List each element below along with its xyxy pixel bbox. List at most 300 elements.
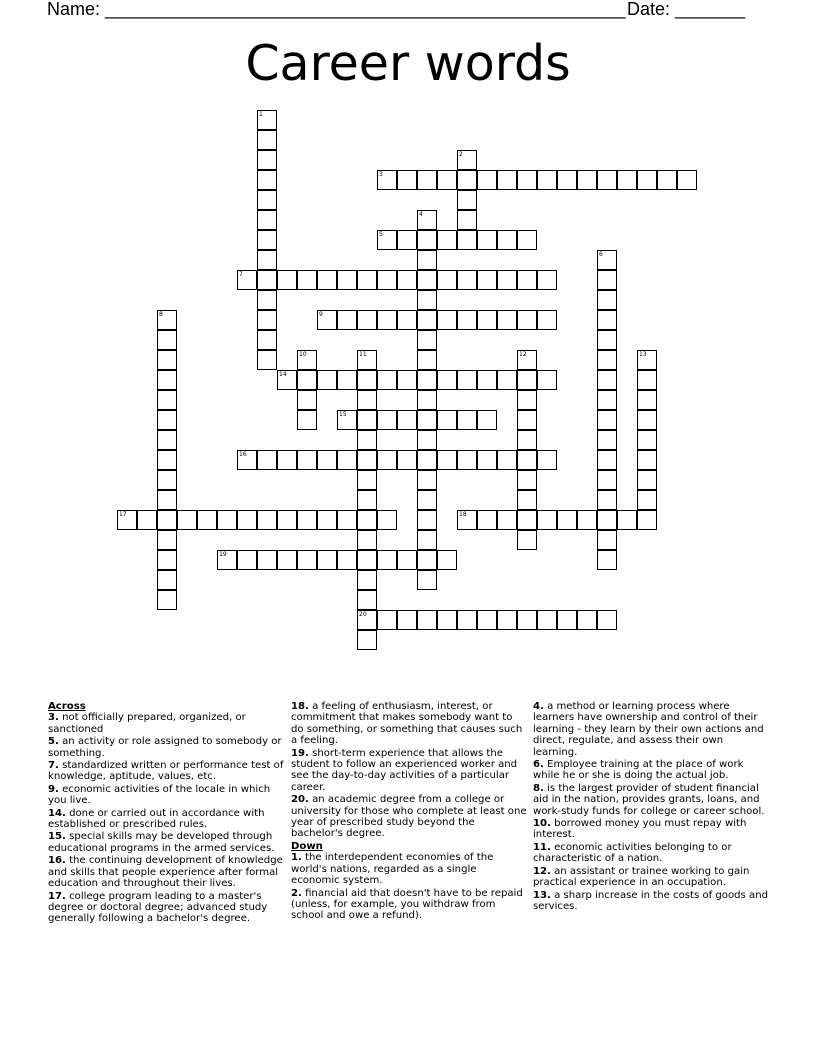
crossword-cell[interactable] xyxy=(477,310,497,330)
clue-text: a feeling of enthusiasm, interest, or commitment that makes somebody want to do something, or something that causes such a feeling. xyxy=(291,701,523,747)
crossword-cell[interactable] xyxy=(637,350,657,370)
crossword-cell[interactable] xyxy=(637,370,657,390)
crossword-cell[interactable] xyxy=(677,170,697,190)
crossword-cell[interactable] xyxy=(377,510,397,530)
clue-text: is the largest provider of student financial aid in the nation, provides grants, loans, and work-study funds for college or career school. xyxy=(533,782,765,817)
crossword-cell[interactable] xyxy=(337,550,357,570)
crossword-cell[interactable] xyxy=(417,310,437,330)
across-clue-7 xyxy=(48,760,284,783)
crossword-cell[interactable] xyxy=(457,310,477,330)
crossword-cell[interactable] xyxy=(597,490,617,510)
crossword-cell[interactable] xyxy=(437,450,457,470)
crossword-cell[interactable] xyxy=(377,550,397,570)
clue-number: 12. xyxy=(533,865,551,877)
crossword-cell[interactable] xyxy=(317,370,337,390)
down-clue-11 xyxy=(533,842,769,865)
crossword-cell[interactable] xyxy=(397,270,417,290)
crossword-cell[interactable] xyxy=(517,430,537,450)
crossword-cell[interactable] xyxy=(257,270,277,290)
crossword-cell[interactable] xyxy=(357,610,377,630)
crossword-cell[interactable] xyxy=(417,230,437,250)
crossword-cell[interactable] xyxy=(637,450,657,470)
crossword-cell[interactable] xyxy=(157,450,177,470)
crossword-cell[interactable] xyxy=(517,170,537,190)
crossword-cell[interactable] xyxy=(457,210,477,230)
clue-number-label: 18 xyxy=(459,511,467,518)
crossword-cell[interactable] xyxy=(457,450,477,470)
crossword-cell[interactable] xyxy=(357,550,377,570)
clue-number-label: 1 xyxy=(259,111,263,118)
crossword-cell[interactable] xyxy=(457,510,477,530)
crossword-cell[interactable] xyxy=(397,370,417,390)
clue-number-label: 13 xyxy=(639,351,647,358)
crossword-cell[interactable] xyxy=(257,150,277,170)
crossword-cell[interactable] xyxy=(457,370,477,390)
down-clue-10 xyxy=(533,818,769,841)
crossword-cell[interactable] xyxy=(597,550,617,570)
crossword-cell[interactable] xyxy=(417,530,437,550)
crossword-cell[interactable] xyxy=(397,230,417,250)
across-clue-19 xyxy=(291,748,527,794)
down-clue-4 xyxy=(533,701,769,758)
crossword-cell[interactable] xyxy=(457,230,477,250)
crossword-cell[interactable] xyxy=(257,310,277,330)
down-clue-2 xyxy=(291,888,527,922)
crossword-cell[interactable] xyxy=(257,250,277,270)
crossword-cell[interactable] xyxy=(157,390,177,410)
page-title: Career words xyxy=(245,35,571,92)
crossword-cell[interactable] xyxy=(297,410,317,430)
crossword-cell[interactable] xyxy=(217,510,237,530)
crossword-cell[interactable] xyxy=(637,490,657,510)
across-clue-9 xyxy=(48,784,284,807)
crossword-cell[interactable] xyxy=(257,110,277,130)
crossword-cell[interactable] xyxy=(317,550,337,570)
crossword-cell[interactable] xyxy=(417,330,437,350)
clue-text: the continuing development of knowledge and skills that people experience after formal education and throughout their lives. xyxy=(48,855,283,890)
crossword-cell[interactable] xyxy=(297,370,317,390)
crossword-cell[interactable] xyxy=(577,610,597,630)
clue-number-label: 10 xyxy=(299,351,307,358)
crossword-cell[interactable] xyxy=(317,270,337,290)
crossword-cell[interactable] xyxy=(297,350,317,370)
crossword-cell[interactable] xyxy=(297,390,317,410)
crossword-cell[interactable] xyxy=(317,310,337,330)
crossword-cell[interactable] xyxy=(517,610,537,630)
crossword-cell[interactable] xyxy=(457,150,477,170)
crossword-cell[interactable] xyxy=(357,530,377,550)
crossword-cell[interactable] xyxy=(357,270,377,290)
crossword-cell[interactable] xyxy=(597,310,617,330)
date-field-label: Date: _______ xyxy=(627,0,746,19)
crossword-cell[interactable] xyxy=(517,270,537,290)
across-clue-3 xyxy=(48,712,284,735)
crossword-cell[interactable] xyxy=(157,470,177,490)
crossword-cell[interactable] xyxy=(497,610,517,630)
crossword-cell[interactable] xyxy=(437,230,457,250)
crossword-cell[interactable] xyxy=(537,170,557,190)
clue-number: 4. xyxy=(533,701,544,712)
crossword-cell[interactable] xyxy=(597,290,617,310)
crossword-cell[interactable] xyxy=(157,370,177,390)
crossword-cell[interactable] xyxy=(237,450,257,470)
crossword-cell[interactable] xyxy=(357,350,377,370)
crossword-cell[interactable] xyxy=(457,610,477,630)
crossword-cell[interactable] xyxy=(597,430,617,450)
clue-text: a method or learning process where learners have ownership and control of their learning - they learn by their own actions and direct, regulate, and assess their own learning. xyxy=(533,701,764,758)
crossword-cell[interactable] xyxy=(597,390,617,410)
across-clue-15 xyxy=(48,831,284,854)
crossword-cell[interactable] xyxy=(537,610,557,630)
crossword-cell[interactable] xyxy=(197,510,217,530)
crossword-cell[interactable] xyxy=(517,490,537,510)
crossword-cell[interactable] xyxy=(657,170,677,190)
crossword-cell[interactable] xyxy=(157,590,177,610)
crossword-cell[interactable] xyxy=(397,310,417,330)
crossword-cell[interactable] xyxy=(357,410,377,430)
crossword-cell[interactable] xyxy=(417,250,437,270)
crossword-cell[interactable] xyxy=(417,430,437,450)
crossword-cell[interactable] xyxy=(397,550,417,570)
clue-number: 19. xyxy=(291,747,309,759)
clue-number-label: 6 xyxy=(599,251,603,258)
crossword-cell[interactable] xyxy=(357,490,377,510)
crossword-cell[interactable] xyxy=(377,370,397,390)
crossword-cell[interactable] xyxy=(317,510,337,530)
crossword-cell[interactable] xyxy=(337,410,357,430)
crossword-cell[interactable] xyxy=(157,410,177,430)
crossword-cell[interactable] xyxy=(417,550,437,570)
crossword-cell[interactable] xyxy=(437,550,457,570)
crossword-cell[interactable] xyxy=(277,370,297,390)
clue-text: Employee training at the place of work while he or she is doing the actual job. xyxy=(533,759,744,782)
crossword-cell[interactable] xyxy=(517,470,537,490)
crossword-cell[interactable] xyxy=(337,510,357,530)
crossword-cell[interactable] xyxy=(157,350,177,370)
crossword-cell[interactable] xyxy=(597,170,617,190)
crossword-cell[interactable] xyxy=(357,470,377,490)
crossword-cell[interactable] xyxy=(377,410,397,430)
crossword-cell[interactable] xyxy=(357,430,377,450)
crossword-cell[interactable] xyxy=(357,590,377,610)
crossword-cell[interactable] xyxy=(477,610,497,630)
crossword-cell[interactable] xyxy=(477,510,497,530)
crossword-cell[interactable] xyxy=(497,310,517,330)
clue-text: an academic degree from a college or university for those who complete at least one year of prescribed study beyond the bachelor's degree. xyxy=(291,794,527,840)
crossword-cell[interactable] xyxy=(417,450,437,470)
crossword-cell[interactable] xyxy=(357,510,377,530)
clue-number-label: 17 xyxy=(119,511,127,518)
crossword-cell[interactable] xyxy=(617,170,637,190)
crossword-cell[interactable] xyxy=(597,530,617,550)
crossword-cell[interactable] xyxy=(457,170,477,190)
crossword-cell[interactable] xyxy=(497,510,517,530)
crossword-cell[interactable] xyxy=(417,410,437,430)
crossword-cell[interactable] xyxy=(257,550,277,570)
crossword-cell[interactable] xyxy=(597,470,617,490)
crossword-cell[interactable] xyxy=(157,430,177,450)
crossword-cell[interactable] xyxy=(577,510,597,530)
clue-number-label: 3 xyxy=(379,171,383,178)
crossword-cell[interactable] xyxy=(637,430,657,450)
crossword-cell[interactable] xyxy=(477,230,497,250)
crossword-cell[interactable] xyxy=(277,510,297,530)
crossword-cell[interactable] xyxy=(497,230,517,250)
crossword-cell[interactable] xyxy=(537,270,557,290)
crossword-cell[interactable] xyxy=(297,510,317,530)
crossword-cell[interactable] xyxy=(477,450,497,470)
crossword-cell[interactable] xyxy=(377,270,397,290)
crossword-cell[interactable] xyxy=(237,270,257,290)
crossword-cell[interactable] xyxy=(337,370,357,390)
crossword-cell[interactable] xyxy=(357,390,377,410)
clue-number: 13. xyxy=(533,889,551,901)
crossword-cell[interactable] xyxy=(417,470,437,490)
crossword-cell[interactable] xyxy=(497,450,517,470)
crossword-cell[interactable] xyxy=(577,170,597,190)
crossword-cell[interactable] xyxy=(557,170,577,190)
crossword-cell[interactable] xyxy=(417,210,437,230)
crossword-cell[interactable] xyxy=(257,330,277,350)
clue-text: an assistant or trainee working to gain practical experience in an occupation. xyxy=(533,865,750,889)
crossword-cell[interactable] xyxy=(457,190,477,210)
crossword-cell[interactable] xyxy=(597,270,617,290)
crossword-cell[interactable] xyxy=(617,510,637,530)
clue-number: 7. xyxy=(48,760,59,772)
crossword-cell[interactable] xyxy=(637,390,657,410)
crossword-cell[interactable] xyxy=(157,530,177,550)
clue-number-label: 2 xyxy=(459,151,463,158)
crossword-cell[interactable] xyxy=(517,450,537,470)
crossword-cell[interactable] xyxy=(637,410,657,430)
crossword-cell[interactable] xyxy=(597,350,617,370)
crossword-cell[interactable] xyxy=(297,550,317,570)
clue-number: 3. xyxy=(48,712,59,724)
crossword-cell[interactable] xyxy=(377,230,397,250)
crossword-cell[interactable] xyxy=(597,510,617,530)
crossword-cell[interactable] xyxy=(517,310,537,330)
crossword-cell[interactable] xyxy=(477,170,497,190)
crossword-cell[interactable] xyxy=(537,310,557,330)
crossword-cell[interactable] xyxy=(377,450,397,470)
crossword-cell[interactable] xyxy=(417,570,437,590)
crossword-cell[interactable] xyxy=(437,310,457,330)
crossword-cell[interactable] xyxy=(157,570,177,590)
crossword-cell[interactable] xyxy=(217,550,237,570)
crossword-cell[interactable] xyxy=(177,510,197,530)
crossword-cell[interactable] xyxy=(357,450,377,470)
crossword-cell[interactable] xyxy=(537,450,557,470)
across-clue-17 xyxy=(48,891,284,925)
crossword-cell[interactable] xyxy=(277,270,297,290)
crossword-cell[interactable] xyxy=(517,370,537,390)
crossword-cell[interactable] xyxy=(257,210,277,230)
crossword-cell[interactable] xyxy=(417,350,437,370)
crossword-cell[interactable] xyxy=(557,510,577,530)
across-clue-20 xyxy=(291,794,527,840)
clue-column-1 xyxy=(48,701,284,926)
clue-number-label: 14 xyxy=(279,371,287,378)
crossword-cell[interactable] xyxy=(117,510,137,530)
clue-number-label: 8 xyxy=(159,311,163,318)
crossword-cell[interactable] xyxy=(257,130,277,150)
crossword-cell[interactable] xyxy=(357,310,377,330)
crossword-grid xyxy=(117,110,699,652)
crossword-cell[interactable] xyxy=(597,370,617,390)
name-field-label: Name: ____________________________________________________ xyxy=(47,0,626,19)
crossword-cell[interactable] xyxy=(417,170,437,190)
crossword-cell[interactable] xyxy=(157,330,177,350)
crossword-cell[interactable] xyxy=(377,610,397,630)
crossword-cell[interactable] xyxy=(357,570,377,590)
crossword-cell[interactable] xyxy=(497,170,517,190)
clue-number: 2. xyxy=(291,887,302,899)
clue-number: 15. xyxy=(48,831,66,843)
crossword-cell[interactable] xyxy=(517,350,537,370)
crossword-cell[interactable] xyxy=(517,410,537,430)
crossword-cell[interactable] xyxy=(397,410,417,430)
clue-number-label: 12 xyxy=(519,351,527,358)
crossword-cell[interactable] xyxy=(537,370,557,390)
across-clue-5 xyxy=(48,736,284,759)
clue-number-label: 16 xyxy=(239,451,247,458)
crossword-cell[interactable] xyxy=(297,270,317,290)
clue-number: 6. xyxy=(533,759,544,771)
crossword-cell[interactable] xyxy=(237,510,257,530)
down-clue-12 xyxy=(533,866,769,889)
clue-text: standardized written or performance test of knowledge, aptitude, values, etc. xyxy=(48,760,284,783)
crossword-cell[interactable] xyxy=(357,630,377,650)
clue-text: an activity or role assigned to somebody or something. xyxy=(48,736,282,759)
crossword-cell[interactable] xyxy=(437,370,457,390)
crossword-cell[interactable] xyxy=(417,610,437,630)
crossword-cell[interactable] xyxy=(357,370,377,390)
clue-column-2 xyxy=(291,701,527,923)
crossword-cell[interactable] xyxy=(517,230,537,250)
crossword-cell[interactable] xyxy=(237,550,257,570)
crossword-cell[interactable] xyxy=(597,450,617,470)
crossword-cell[interactable] xyxy=(557,610,577,630)
crossword-cell[interactable] xyxy=(637,510,657,530)
crossword-cell[interactable] xyxy=(417,270,437,290)
clue-number-label: 19 xyxy=(219,551,227,558)
crossword-cell[interactable] xyxy=(417,510,437,530)
clue-text: financial aid that doesn't have to be repaid (unless, for example, you withdraw from school and owe a refund). xyxy=(291,887,523,922)
crossword-cell[interactable] xyxy=(277,550,297,570)
crossword-cell[interactable] xyxy=(417,490,437,510)
clue-text: the interdependent economies of the world's nations, regarded as a single economic system. xyxy=(291,852,494,887)
clue-number: 1. xyxy=(291,852,302,864)
crossword-cell[interactable] xyxy=(417,290,437,310)
crossword-cell[interactable] xyxy=(637,170,657,190)
clue-number-label: 11 xyxy=(359,351,367,358)
crossword-cell[interactable] xyxy=(157,310,177,330)
crossword-cell[interactable] xyxy=(417,390,437,410)
clue-number: 10. xyxy=(533,818,551,830)
clue-text: not officially prepared, organized, or sanctioned xyxy=(48,712,246,735)
crossword-cell[interactable] xyxy=(517,530,537,550)
clue-number: 11. xyxy=(533,841,551,853)
down-heading: Down xyxy=(291,840,323,852)
crossword-cell[interactable] xyxy=(337,270,357,290)
crossword-cell[interactable] xyxy=(597,330,617,350)
crossword-cell[interactable] xyxy=(157,510,177,530)
crossword-cell[interactable] xyxy=(637,470,657,490)
clue-number: 9. xyxy=(48,783,59,795)
crossword-cell[interactable] xyxy=(337,310,357,330)
crossword-cell[interactable] xyxy=(597,610,617,630)
crossword-cell[interactable] xyxy=(257,190,277,210)
crossword-cell[interactable] xyxy=(137,510,157,530)
down-clue-8 xyxy=(533,783,769,817)
crossword-cell[interactable] xyxy=(257,290,277,310)
crossword-cell[interactable] xyxy=(497,270,517,290)
crossword-cell[interactable] xyxy=(257,230,277,250)
crossword-cell[interactable] xyxy=(157,490,177,510)
crossword-cell[interactable] xyxy=(277,450,297,470)
crossword-cell[interactable] xyxy=(157,550,177,570)
crossword-cell[interactable] xyxy=(257,510,277,530)
crossword-cell[interactable] xyxy=(457,270,477,290)
crossword-cell[interactable] xyxy=(517,390,537,410)
across-clue-18 xyxy=(291,701,527,747)
crossword-cell[interactable] xyxy=(477,270,497,290)
clue-number: 20. xyxy=(291,794,309,806)
crossword-cell[interactable] xyxy=(377,310,397,330)
crossword-cell[interactable] xyxy=(477,410,497,430)
crossword-cell[interactable] xyxy=(317,450,337,470)
down-clue-1 xyxy=(291,852,527,886)
crossword-cell[interactable] xyxy=(437,170,457,190)
crossword-cell[interactable] xyxy=(437,270,457,290)
clue-number-label: 9 xyxy=(319,311,323,318)
crossword-cell[interactable] xyxy=(597,250,617,270)
crossword-cell[interactable] xyxy=(477,370,497,390)
clue-number: 8. xyxy=(533,782,544,794)
crossword-cell[interactable] xyxy=(497,370,517,390)
clue-text: economic activities belonging to or characteristic of a nation. xyxy=(533,841,732,865)
clue-text: borrowed money you must repay with interest. xyxy=(533,818,747,841)
crossword-cell[interactable] xyxy=(297,450,317,470)
down-clue-13 xyxy=(533,890,769,913)
clue-text: economic activities of the locale in which you live. xyxy=(48,783,271,807)
crossword-cell[interactable] xyxy=(397,450,417,470)
clue-text: special skills may be developed through educational programs in the armed services. xyxy=(48,831,275,854)
down-clue-6 xyxy=(533,759,769,782)
crossword-cell[interactable] xyxy=(437,610,457,630)
crossword-cell[interactable] xyxy=(457,410,477,430)
crossword-cell[interactable] xyxy=(257,450,277,470)
clue-text: short-term experience that allows the student to follow an experienced worker and see the day-to-day activities of a particular career. xyxy=(291,747,518,793)
crossword-cell[interactable] xyxy=(417,370,437,390)
crossword-cell[interactable] xyxy=(597,410,617,430)
crossword-cell[interactable] xyxy=(437,410,457,430)
crossword-cell[interactable] xyxy=(537,510,557,530)
across-clue-14 xyxy=(48,808,284,831)
crossword-cell[interactable] xyxy=(257,170,277,190)
clue-number-label: 4 xyxy=(419,211,423,218)
crossword-cell[interactable] xyxy=(517,510,537,530)
crossword-cell[interactable] xyxy=(397,610,417,630)
clue-number-label: 15 xyxy=(339,411,347,418)
crossword-cell[interactable] xyxy=(337,450,357,470)
clue-number: 14. xyxy=(48,807,66,819)
crossword-cell[interactable] xyxy=(377,170,397,190)
clue-number: 17. xyxy=(48,890,66,902)
crossword-cell[interactable] xyxy=(397,170,417,190)
clue-number: 18. xyxy=(291,701,309,712)
crossword-cell[interactable] xyxy=(257,350,277,370)
